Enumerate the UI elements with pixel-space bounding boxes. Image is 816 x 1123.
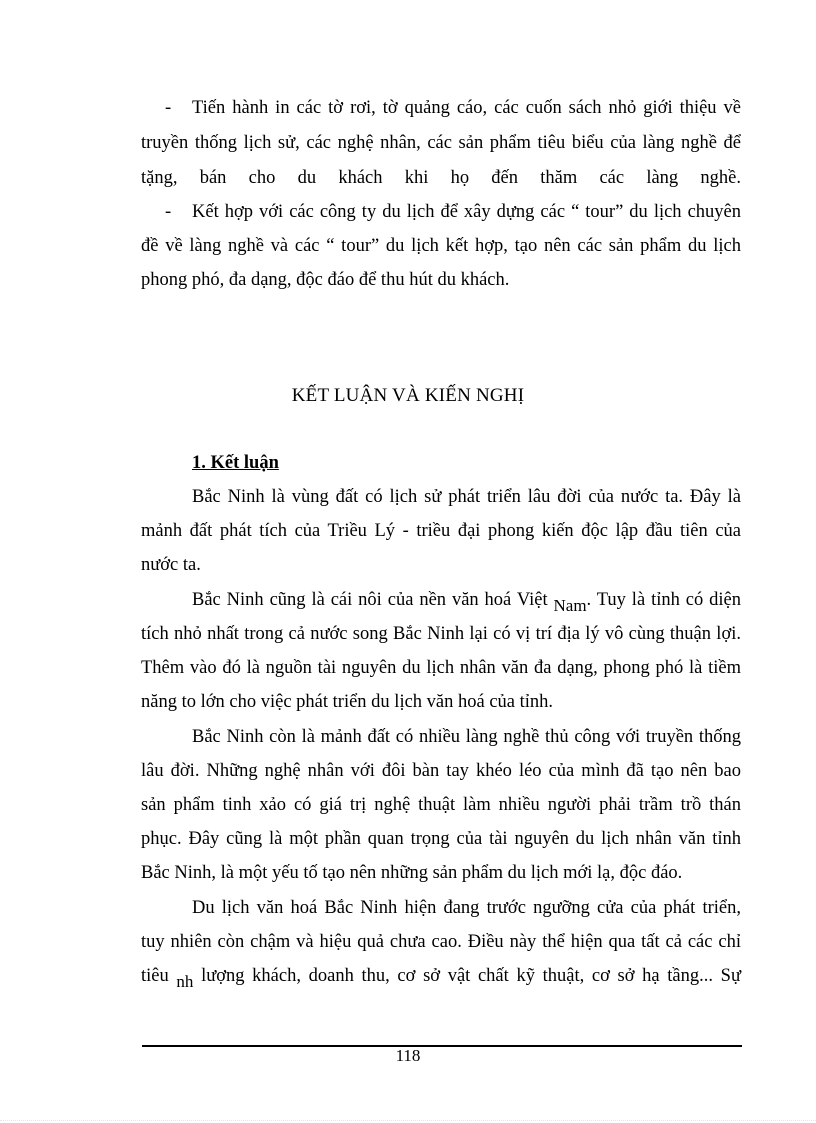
page-edge-divider — [0, 1120, 816, 1121]
bullet-2-line-3: phong phó, đa dạng, độc đáo để thu hút du khách. — [141, 270, 510, 290]
bullet-1-line-2: truyền thống lịch sử, các nghệ nhân, các sản phẩm tiêu biểu của làng nghề để — [141, 133, 741, 153]
paragraph-4-line-3-start: tiêu — [141, 966, 177, 986]
paragraph-3-line-1: Bắc Ninh còn là mảnh đất có nhiều làng nghề thủ công với truyền thống — [192, 727, 741, 747]
paragraph-3-line-5: Bắc Ninh, là một yếu tố tạo nên những sản phẩm du lịch mới lạ, độc đáo. — [141, 863, 683, 883]
bullet-1-line-3: tặng, bán cho du khách khi họ đến thăm các làng nghề. — [141, 168, 741, 188]
paragraph-2-subscript: Nam — [553, 596, 587, 615]
paragraph-2-line-4: năng to lớn cho việc phát triển du lịch văn hoá của tỉnh. — [141, 692, 554, 712]
bullet-2-line-1: Kết hợp với các công ty du lịch để xây dựng các “ tour” du lịch chuyên — [192, 202, 741, 222]
paragraph-2-line-3: Thêm vào đó là nguồn tài nguyên du lịch nhân văn đa dạng, phong phó là tiềm — [141, 658, 741, 678]
paragraph-1-line-2: mảnh đất phát tích của Triều Lý - triều đại phong kiến độc lập đầu tiên của — [141, 521, 741, 541]
bullet-dash: - — [165, 202, 172, 222]
paragraph-4-line-3 — [141, 965, 741, 991]
paragraph-1-line-1: Bắc Ninh là vùng đất có lịch sử phát triển lâu đời của nước ta. Đây là — [192, 487, 741, 507]
bullet-1-line-1: Tiến hành in các tờ rơi, tờ quảng cáo, các cuốn sách nhỏ giới thiệu về — [192, 98, 741, 118]
paragraph-4-subscript: nh — [176, 972, 194, 991]
bullet-2-line-2: đề về làng nghề và các “ tour” du lịch kết hợp, tạo nên các sản phẩm du lịch — [141, 236, 741, 256]
paragraph-4-line-2: tuy nhiên còn chậm và hiệu quả chưa cao. Điều này thể hiện qua tất cả các chỉ — [141, 932, 741, 952]
paragraph-2-line-1 — [192, 589, 741, 615]
paragraph-2-line-2: tích nhỏ nhất trong cả nước song Bắc Ninh lại có vị trí địa lý vô cùng thuận lợi. — [141, 624, 741, 644]
paragraph-1-line-3: nước ta. — [141, 555, 201, 575]
page-number: 118 — [395, 1046, 421, 1065]
paragraph-4-line-3-end: lượng khách, doanh thu, cơ sở vật chất kỹ thuật, cơ sở hạ tầng... Sự — [193, 966, 741, 986]
paragraph-2-line-1-end: . Tuy là tỉnh có diện — [586, 590, 741, 610]
chapter-title: KẾT LUẬN VÀ KIẾN NGHỊ — [291, 385, 525, 406]
section-title: 1. Kết luận — [192, 453, 279, 473]
paragraph-2-line-1-start: Bắc Ninh cũng là cái nôi của nền văn hoá Việt — [192, 590, 554, 610]
paragraph-4-line-1: Du lịch văn hoá Bắc Ninh hiện đang trước ngưỡng cửa của phát triển, — [192, 898, 741, 918]
bullet-dash: - — [165, 98, 172, 118]
paragraph-3-line-4: phục. Đây cũng là một phần quan trọng của tài nguyên du lịch nhân văn tỉnh — [141, 829, 741, 849]
paragraph-3-line-2: lâu đời. Những nghệ nhân với đôi bàn tay khéo léo của mình đã tạo nên bao — [141, 761, 741, 781]
paragraph-3-line-3: sản phẩm tinh xảo có giá trị nghệ thuật làm nhiều người phải trầm trồ thán — [141, 795, 741, 815]
